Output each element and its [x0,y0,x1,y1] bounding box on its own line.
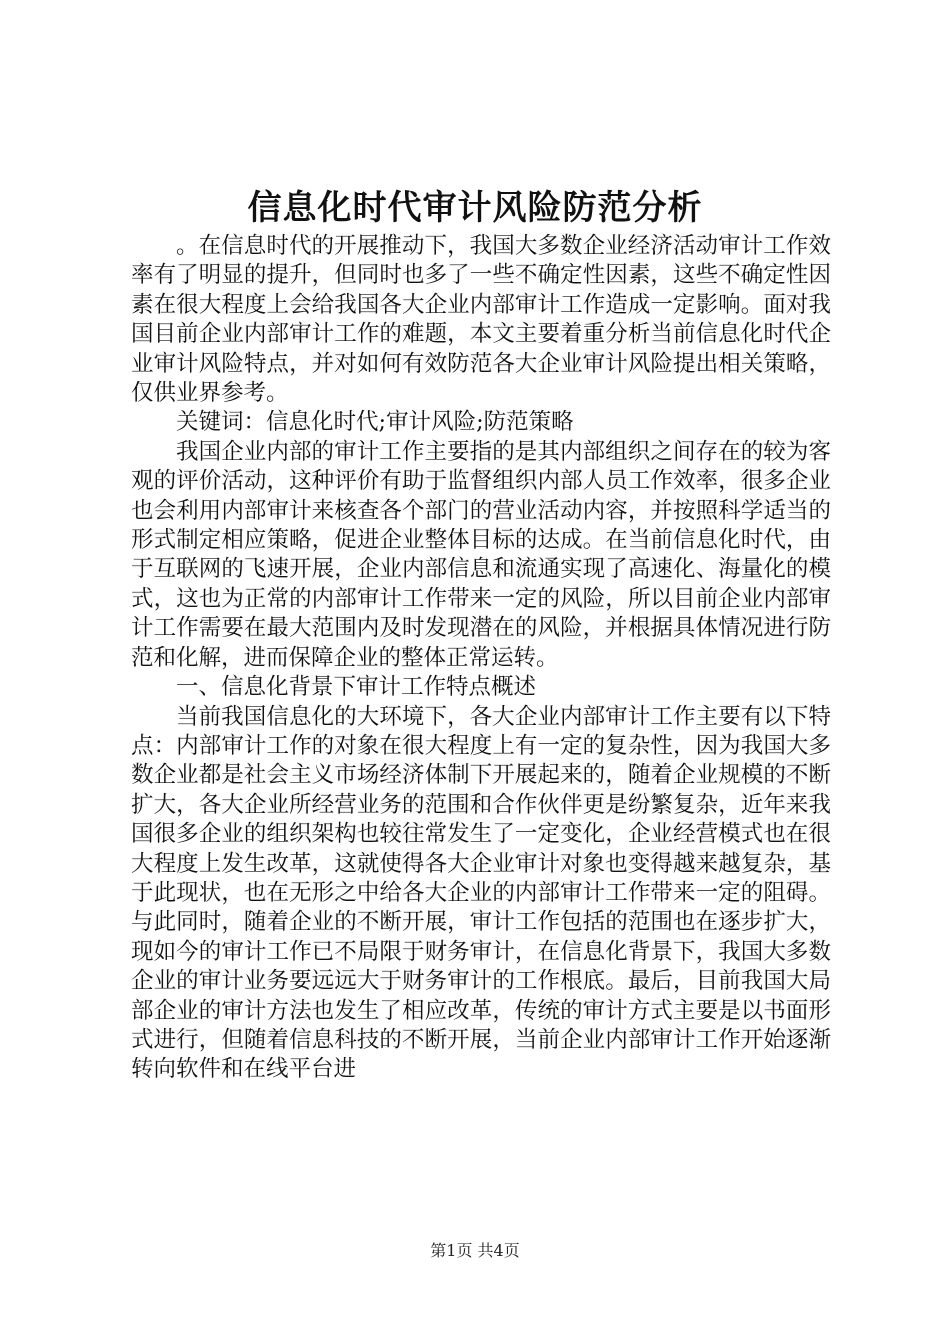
abstract-paragraph: 。在信息时代的开展推动下，我国大多数企业经济活动审计工作效率有了明显的提升，但同时也多了一些不确定性因素，这些不确定性因素在很大程度上会给我国各大企业内部审计工作造成一定影响。面对我国目前企业内部审计工作的难题，本文主要着重分析当前信息化时代企业审计风险特点，并对如何有效防范各大企业审计风险提出相关策略，仅供业界参考。 [131,233,831,407]
section-paragraph: 当前我国信息化的大环境下，各大企业内部审计工作主要有以下特点：内部审计工作的对象在很大程度上有一定的复杂性，因为我国大多数企业都是社会主义市场经济体制下开展起来的，随着企业规模的不断扩大，各大企业所经营业务的范围和合作伙伴更是纷繁复杂，近年来我国很多企业的组织架构也较往常发生了一定变化，企业经营模式也在很大程度上发生改革，这就使得各大企业审计对象也变得越来越复杂，基于此现状，也在无形之中给各大企业的内部审计工作带来一定的阻碍。与此同时，随着企业的不断开展，审计工作包括的范围也在逐步扩大，现如今的审计工作已不局限于财务审计，在信息化背景下，我国大多数企业的审计业务要远远大于财务审计的工作根底。最后，目前我国大局部企业的审计方法也发生了相应改革，传统的审计方式主要是以书面形式进行，但随着信息科技的不断开展，当前企业内部审计工作开始逐渐转向软件和在线平台进 [131,703,831,1083]
section-heading: 一、信息化背景下审计工作特点概述 [176,674,537,701]
document-body [131,232,831,1085]
intro-paragraph: 我国企业内部的审计工作主要指的是其内部组织之间存在的较为客观的评价活动，这种评价有助于监督组织内部人员工作效率，很多企业也会利用内部审计来核查各个部门的营业活动内容，并按照科学适当的形式制定相应策略，促进企业整体目标的达成。在当前信息化时代，由于互联网的飞速开展，企业内部信息和流通实现了高速化、海量化的模式，这也为正常的内部审计工作带来一定的风险，所以目前企业内部审计工作需要在最大范围内及时发现潜在的风险，并根据具体情况进行防范和化解，进而保障企业的整体正常运转。 [131,438,831,671]
keywords-paragraph: 关键词：信息化时代;审计风险;防范策略 [176,409,574,436]
document-title: 信息化时代审计风险防范分析 [247,188,703,228]
page-footer: 第1页 共4页 [430,1241,520,1260]
